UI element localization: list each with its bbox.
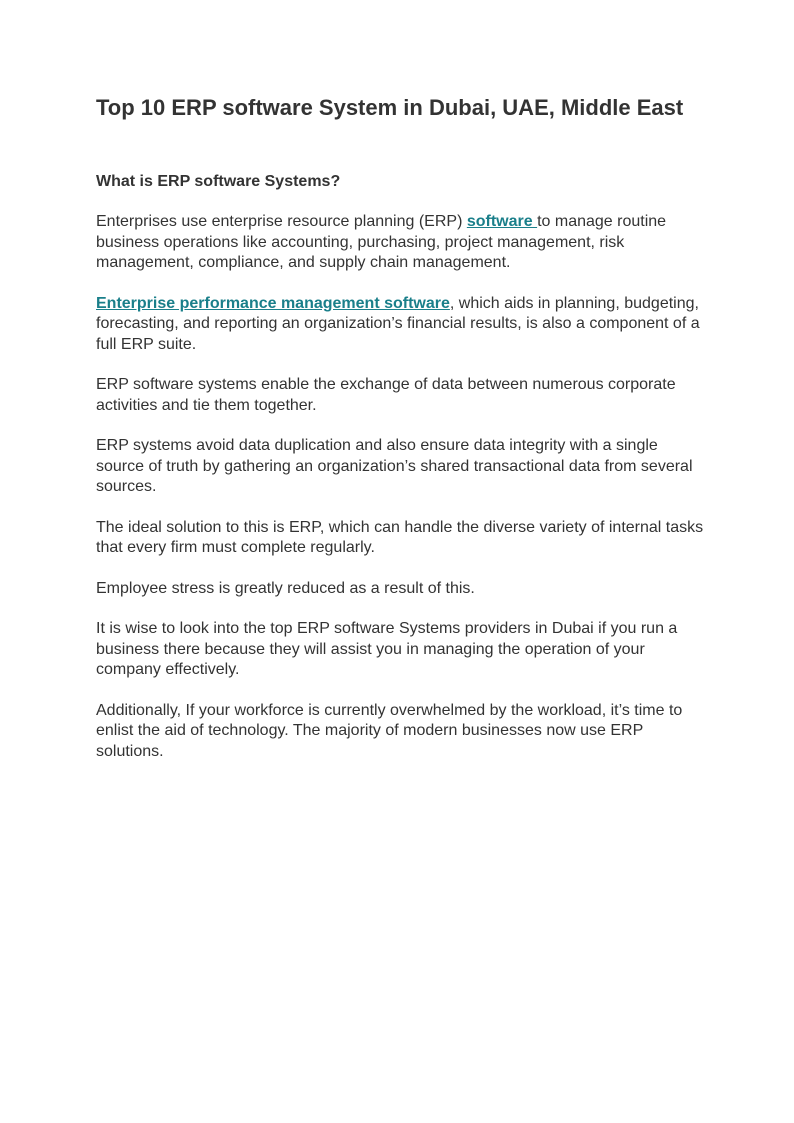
paragraph-data-exchange: ERP software systems enable the exchange of data between numerous corporate activities and tie them together. xyxy=(96,376,676,414)
paragraph-dubai-providers: It is wise to look into the top ERP software Systems providers in Dubai if you run a business there because they will assist you in managing the operation of your company effectively. xyxy=(96,620,678,678)
epm-software-link[interactable]: Enterprise performance management software xyxy=(96,294,450,312)
paragraph-data-integrity: ERP systems avoid data duplication and also ensure data integrity with a single source of truth by gathering an organization’s shared transactional data from several sources. xyxy=(96,437,693,495)
paragraph-intro xyxy=(96,212,706,274)
section-heading: What is ERP software Systems? xyxy=(96,173,341,190)
page-title: Top 10 ERP software System in Dubai, UAE, Middle East xyxy=(96,95,684,120)
paragraph-intro-text-before: Enterprises use enterprise resource planning (ERP) xyxy=(96,213,467,230)
software-link[interactable]: software xyxy=(466,213,538,230)
paragraph-workforce: Additionally, If your workforce is currently overwhelmed by the workload, it’s time to enlist the aid of technology. The majority of modern businesses now use ERP solutions. xyxy=(96,701,683,760)
paragraph-intro-text-after: to manage routine business operations like accounting, purchasing, project management, risk management, compliance, and supply chain management. xyxy=(96,213,667,271)
document-page xyxy=(96,94,706,762)
paragraph-employee-stress: Employee stress is greatly reduced as a result of this. xyxy=(96,579,475,597)
paragraph-ideal-solution: The ideal solution to this is ERP, which can handle the diverse variety of internal tasks that every firm must complete regularly. xyxy=(96,518,704,556)
paragraph-epm xyxy=(96,294,706,356)
paragraph-epm-text: , which aids in planning, budgeting, forecasting, and reporting an organization’s financial results, is also a component of a full ERP suite. xyxy=(96,294,700,353)
